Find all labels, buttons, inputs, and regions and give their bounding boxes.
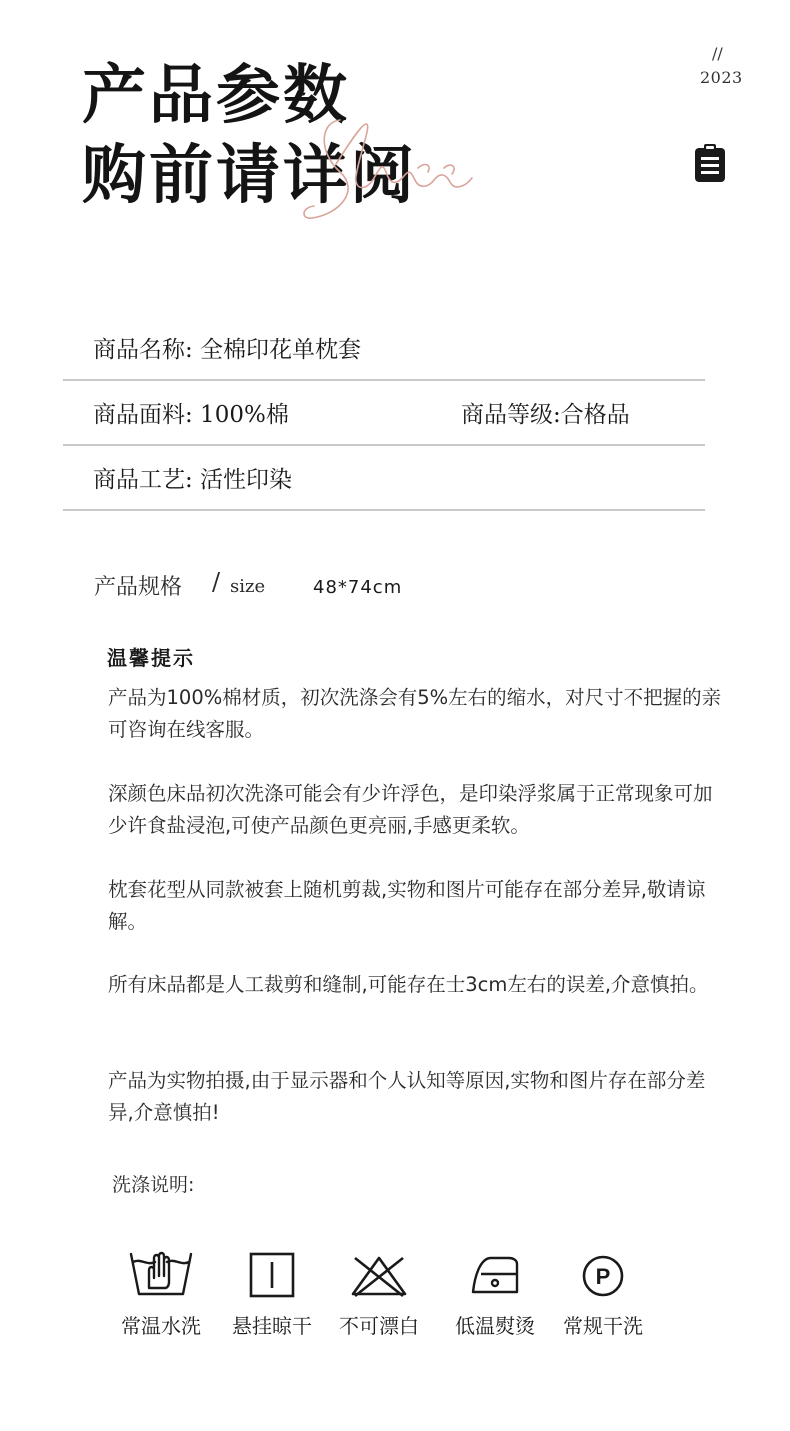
care-item-hang-dry	[217, 1248, 327, 1339]
tip-paragraph: 深颜色床品初次洗涤可能会有少许浮色，是印染浮浆属于正常现象可加少许食盐浸泡,可使产品颜色更亮丽,手感更柔软。	[108, 782, 713, 837]
spec-row-craft	[63, 447, 705, 511]
year-divider: //	[712, 44, 723, 63]
spec-fabric: 商品面料: 100%棉	[93, 402, 289, 428]
spec-row-name	[63, 317, 705, 381]
tips-heading: 温馨提示	[107, 646, 195, 670]
size-label: 产品规格	[94, 575, 183, 600]
tip-paragraph: 枕套花型从同款被套上随机剪裁,实物和图片可能存在部分差异,敬请谅解。	[108, 878, 706, 933]
year-label: 2023	[700, 68, 743, 87]
care-item-low-iron	[440, 1248, 550, 1339]
care-label: 悬挂晾干	[232, 1314, 312, 1338]
tip-paragraph: 产品为100%棉材质，初次洗涤会有5%左右的缩水，对尺寸不把握的亲可咨询在线客服。	[108, 686, 722, 741]
size-value: 48*74cm	[313, 577, 403, 598]
spec-craft: 商品工艺: 活性印染	[93, 467, 293, 493]
care-item-no-bleach	[324, 1248, 434, 1339]
size-divider: /	[212, 568, 221, 596]
size-label-en: size	[230, 576, 266, 597]
low-iron-icon	[467, 1248, 523, 1300]
tip-paragraph: 所有床品都是人工裁剪和缝制,可能存在士3cm左右的误差,介意慎拍。	[108, 973, 709, 996]
care-label: 低温熨烫	[455, 1314, 535, 1338]
care-label: 常规干洗	[563, 1314, 643, 1338]
no-bleach-icon	[349, 1248, 409, 1300]
dry-clean-icon	[577, 1248, 629, 1300]
page-title-line-1: 产品参数	[82, 58, 350, 133]
tip-paragraph: 产品为实物拍摄,由于显示器和个人认知等原因,实物和图片存在部分差异,介意慎拍!	[108, 1069, 706, 1124]
wash-heading: 洗涤说明:	[112, 1174, 195, 1196]
care-label: 常温水洗	[121, 1314, 201, 1338]
svg-text:P: P	[595, 1264, 611, 1289]
care-label: 不可漂白	[339, 1314, 419, 1338]
care-item-hand-wash	[106, 1248, 216, 1339]
spec-product-name: 商品名称: 全棉印花单枕套	[93, 337, 362, 363]
care-item-dry-clean	[548, 1248, 658, 1339]
spec-grade: 商品等级:合格品	[461, 402, 630, 428]
hang-dry-icon	[247, 1248, 297, 1300]
clipboard-icon	[694, 143, 726, 183]
hand-wash-icon	[129, 1248, 193, 1300]
spec-row-fabric	[63, 382, 705, 446]
script-decoration	[300, 112, 480, 222]
page-title-line-2: 购前请详阅	[82, 138, 417, 213]
